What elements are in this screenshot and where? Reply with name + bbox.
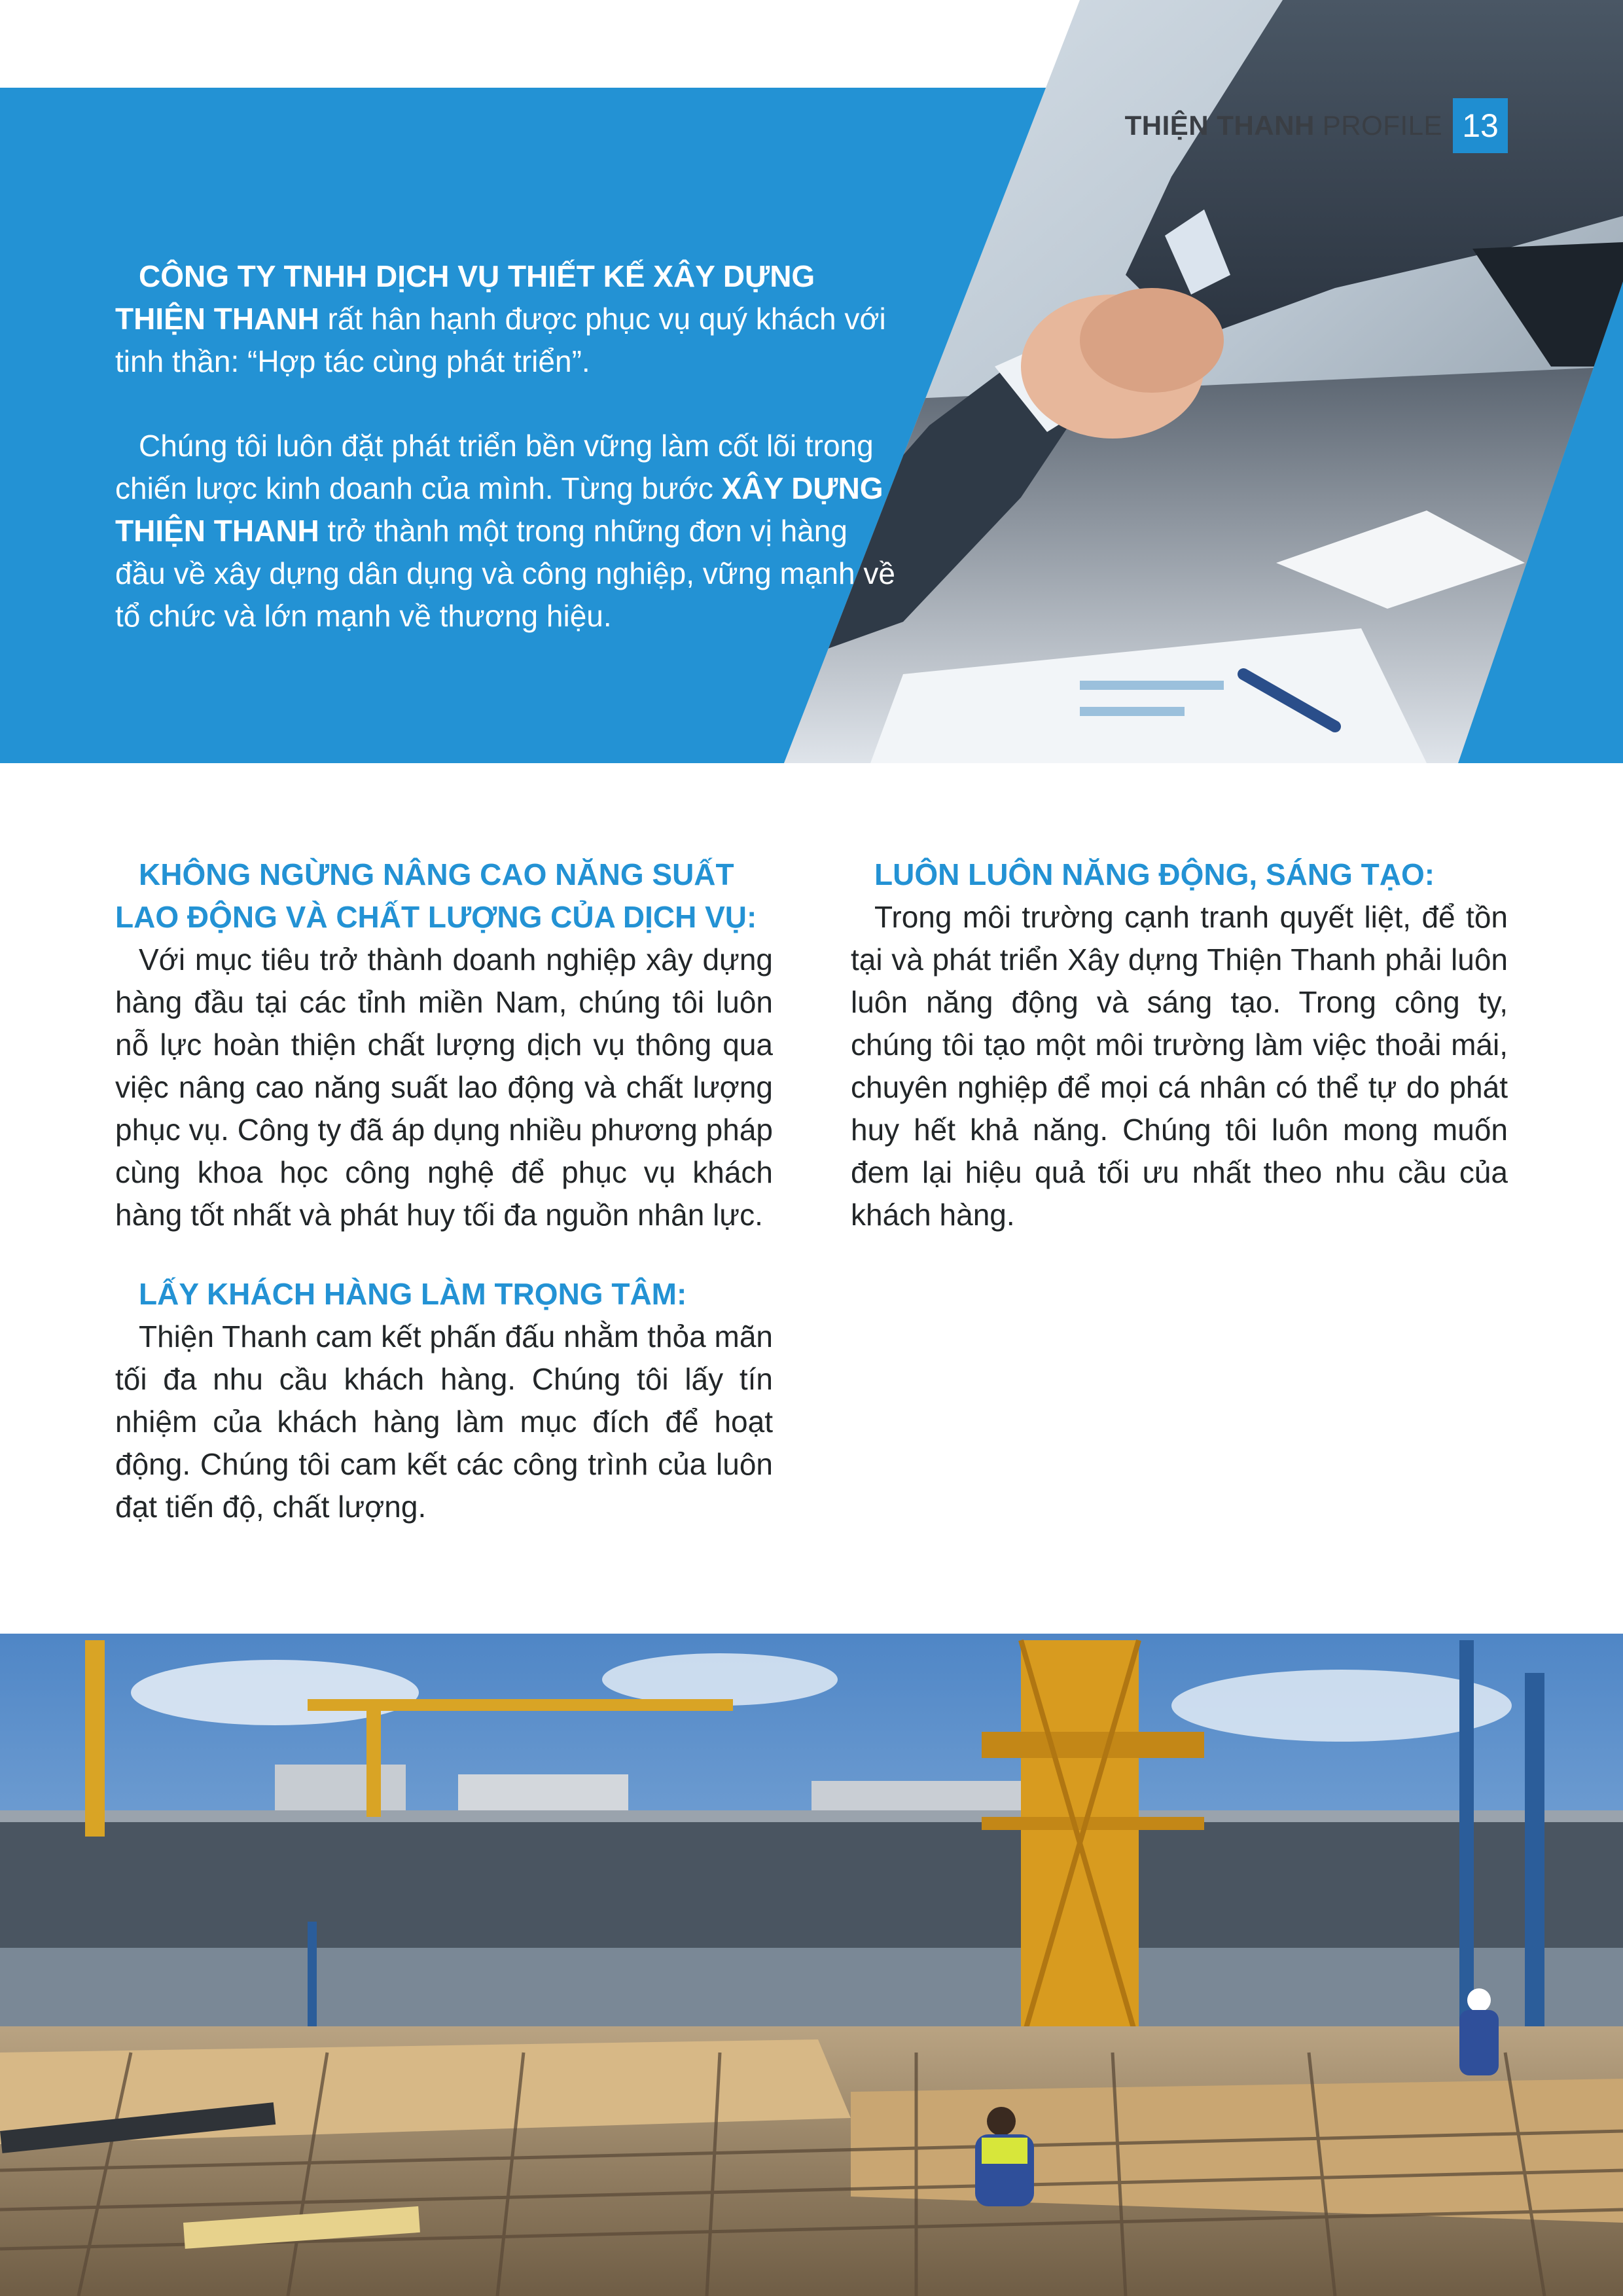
section-dynamic [851, 853, 1508, 1236]
brand-profile-label: PROFILE [1322, 110, 1442, 141]
page-number: 13 [1453, 98, 1508, 153]
header-mark [1125, 98, 1508, 153]
section-dynamic-body: Trong môi trường cạnh tranh quyết liệt, để tồn tại và phát triển Xây dựng Thiện Thanh phải luôn luôn năng động và sáng tạo. Trong công ty, chúng tôi tạo một môi trường làm việc thoải mái, chuyên nghiệp để mọi cá nhân có thể tự do phát huy hết khả năng. Chúng tôi luôn mong muốn đem lại hiệu quả tối ưu nhất theo nhu cầu của khách hàng. [851, 900, 1508, 1232]
right-column [851, 853, 1508, 1273]
intro-p2-text-b: trở thành một trong những đơn vị hàng đầu về xây dựng dân dụng và công nghiệp, vững mạnh về tổ chức và lớn mạnh về thương hiệu. [115, 514, 895, 633]
section-customer [115, 1273, 773, 1528]
intro-p1-text: rất hân hạnh được phục vụ quý khách với tinh thần: “Hợp tác cùng phát triển”. [115, 302, 886, 378]
section-productivity [115, 853, 773, 1236]
section-dynamic-title: LUÔN LUÔN NĂNG ĐỘNG, SÁNG TẠO: [874, 857, 1435, 891]
left-column [115, 853, 773, 1565]
section-productivity-title: KHÔNG NGỪNG NÂNG CAO NĂNG SUẤT LAO ĐỘNG VÀ CHẤT LƯỢNG CỦA DỊCH VỤ: [115, 857, 757, 934]
section-customer-title: LẤY KHÁCH HÀNG LÀM TRỌNG TÂM: [139, 1277, 687, 1311]
section-productivity-body: Với mục tiêu trở thành doanh nghiệp xây dựng hàng đầu tại các tỉnh miền Nam, chúng tôi luôn nỗ lực hoàn thiện chất lượng dịch vụ thông qua việc nâng cao năng suất lao động và chất lượng phục vụ. Công ty đã áp dụng nhiều phương pháp cùng khoa học công nghệ để phục vụ khách hàng tốt nhất và phát huy tối đa nguồn nhân lực. [115, 942, 773, 1232]
intro-paragraph-2 [115, 425, 901, 637]
brand-name: THIỆN THANH [1124, 110, 1315, 141]
company-short-name: XÂY DỰNG THIỆN THANH [115, 471, 883, 548]
construction-site-photo [0, 1634, 1623, 2296]
intro-paragraph-1 [115, 255, 901, 383]
company-name: CÔNG TY TNHH DỊCH VỤ THIẾT KẾ XÂY DỰNG THIỆN THANH [115, 259, 815, 336]
intro-p2-text-a: Chúng tôi luôn đặt phát triển bền vững làm cốt lõi trong chiến lược kinh doanh của mình. Từng bước [115, 429, 874, 505]
intro-text [115, 255, 901, 679]
section-customer-body: Thiện Thanh cam kết phấn đấu nhằm thỏa mãn tối đa nhu cầu khách hàng. Chúng tôi lấy tín nhiệm của khách hàng làm mục đích để hoạt động. Chúng tôi cam kết các công trình của luôn đạt tiến độ, chất lượng. [115, 1319, 773, 1524]
